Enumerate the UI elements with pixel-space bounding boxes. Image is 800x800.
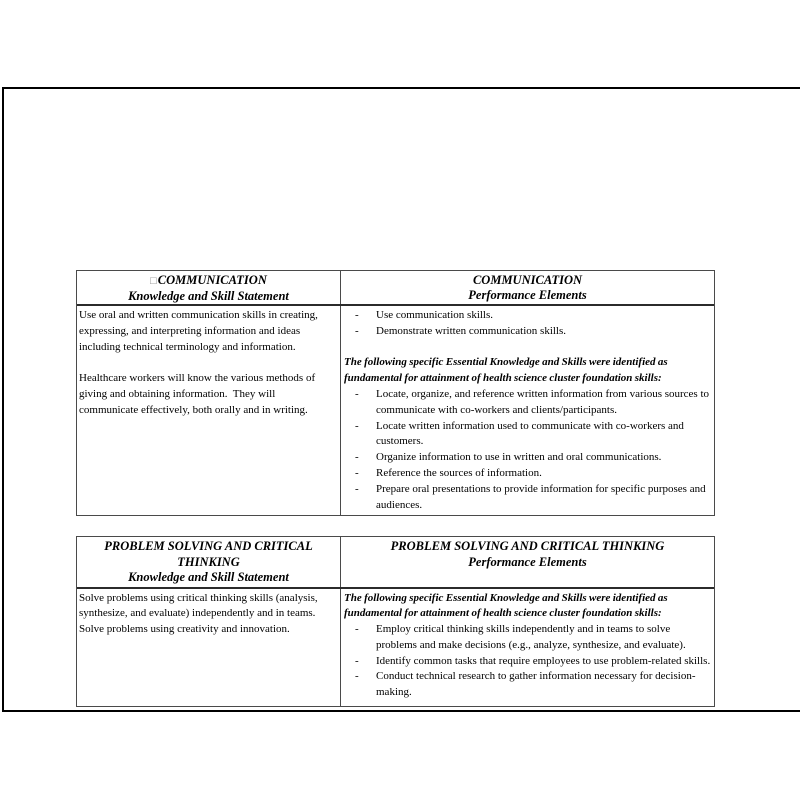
- list-item: [344, 324, 711, 340]
- list-item-text: Identify common tasks that require employees to use problem-related skills.: [376, 654, 711, 667]
- list-item: [344, 622, 711, 654]
- blank-line: [344, 340, 711, 356]
- list-item: [344, 482, 711, 514]
- list-item: [344, 654, 711, 670]
- list-item-text: Employ critical thinking skills independently and in teams to solve problems and make decisions (e.g., analyze, synthesize, and evaluate).: [376, 623, 686, 651]
- problem-solving-knowledge-title-text: PROBLEM SOLVING AND CRITICAL THINKING: [104, 539, 313, 569]
- knowledge-paragraph: Solve problems using creativity and innovation.: [79, 623, 290, 636]
- bullet-dash: -: [355, 387, 359, 400]
- list-item-text: Organize information to use in written and oral communications.: [376, 451, 662, 464]
- problem-solving-table: [76, 536, 715, 707]
- missing-character-box-glyph: □: [150, 275, 158, 287]
- problem-solving-performance-header-cell: [340, 537, 714, 587]
- communication-knowledge-title-text: COMMUNICATION: [157, 273, 267, 287]
- list-item-text: Use communication skills.: [376, 309, 494, 321]
- communication-table: [76, 270, 715, 516]
- bullet-dash: -: [355, 419, 359, 432]
- bullet-dash: -: [355, 654, 359, 667]
- communication-knowledge-header-cell: [77, 271, 340, 304]
- communication-performance-cell: [340, 306, 714, 515]
- document-page: [2, 87, 800, 712]
- communication-table-header: [77, 271, 714, 306]
- list-item: [344, 450, 711, 466]
- problem-solving-knowledge-cell: [77, 589, 340, 706]
- communication-knowledge-title: [79, 273, 338, 289]
- problem-solving-performance-subtitle: Performance Elements: [468, 554, 587, 569]
- bullet-dash: -: [355, 451, 359, 464]
- list-item: [344, 419, 711, 451]
- problem-solving-knowledge-subtitle: Knowledge and Skill Statement: [128, 570, 289, 584]
- problem-solving-table-body: [77, 589, 714, 706]
- list-item: [344, 669, 711, 701]
- essential-knowledge-statement: The following specific Essential Knowledge and Skills were identified as fundamental for attainment of health science cluster foundation skills:: [344, 591, 668, 620]
- knowledge-paragraph: Healthcare workers will know the various methods of giving and obtaining information. They will communicate effectively, both orally and in writing.: [79, 372, 318, 416]
- list-item-text: Prepare oral presentations to provide information for specific purposes and audiences.: [376, 482, 706, 511]
- bullet-dash: -: [355, 466, 359, 479]
- communication-knowledge-subtitle: Knowledge and Skill Statement: [128, 288, 289, 303]
- communication-performance-subtitle: Performance Elements: [468, 287, 587, 302]
- list-item: [344, 308, 711, 324]
- problem-solving-performance-cell: [340, 589, 714, 706]
- list-item-text: Conduct technical research to gather information necessary for decision-making.: [376, 670, 696, 699]
- knowledge-paragraph: Solve problems using critical thinking skills (analysis, synthesize, and evaluate) independently and in teams.: [79, 591, 321, 620]
- problem-solving-table-header: [77, 537, 714, 589]
- list-item-text: Locate, organize, and reference written information from various sources to communicate with co-workers and clients/participants.: [376, 387, 710, 416]
- communication-performance-header-cell: [340, 271, 714, 304]
- list-item-text: Reference the sources of information.: [376, 466, 542, 479]
- list-item-text: Demonstrate written communication skills.: [376, 324, 567, 337]
- list-item-text: Locate written information used to communicate with co-workers and customers.: [376, 419, 684, 448]
- list-item: [344, 387, 711, 419]
- knowledge-paragraph: Use oral and written communication skills in creating, expressing, and interpreting information and ideas including technical terminology and information.: [79, 309, 321, 353]
- bullet-dash: -: [355, 623, 359, 636]
- problem-solving-performance-title: PROBLEM SOLVING AND CRITICAL THINKING: [390, 539, 665, 553]
- problem-solving-knowledge-title: [79, 539, 338, 570]
- bullet-dash: -: [355, 670, 359, 683]
- bullet-dash: -: [355, 324, 359, 337]
- communication-knowledge-cell: [77, 306, 340, 515]
- bullet-dash: -: [355, 482, 359, 495]
- problem-solving-knowledge-header-cell: [77, 537, 340, 587]
- communication-table-body: [77, 306, 714, 515]
- communication-performance-title: COMMUNICATION: [472, 273, 583, 287]
- bullet-dash: -: [355, 309, 359, 321]
- list-item: [344, 466, 711, 482]
- essential-knowledge-statement: The following specific Essential Knowledge and Skills were identified as fundamental for attainment of health science cluster foundation skills:: [344, 356, 668, 385]
